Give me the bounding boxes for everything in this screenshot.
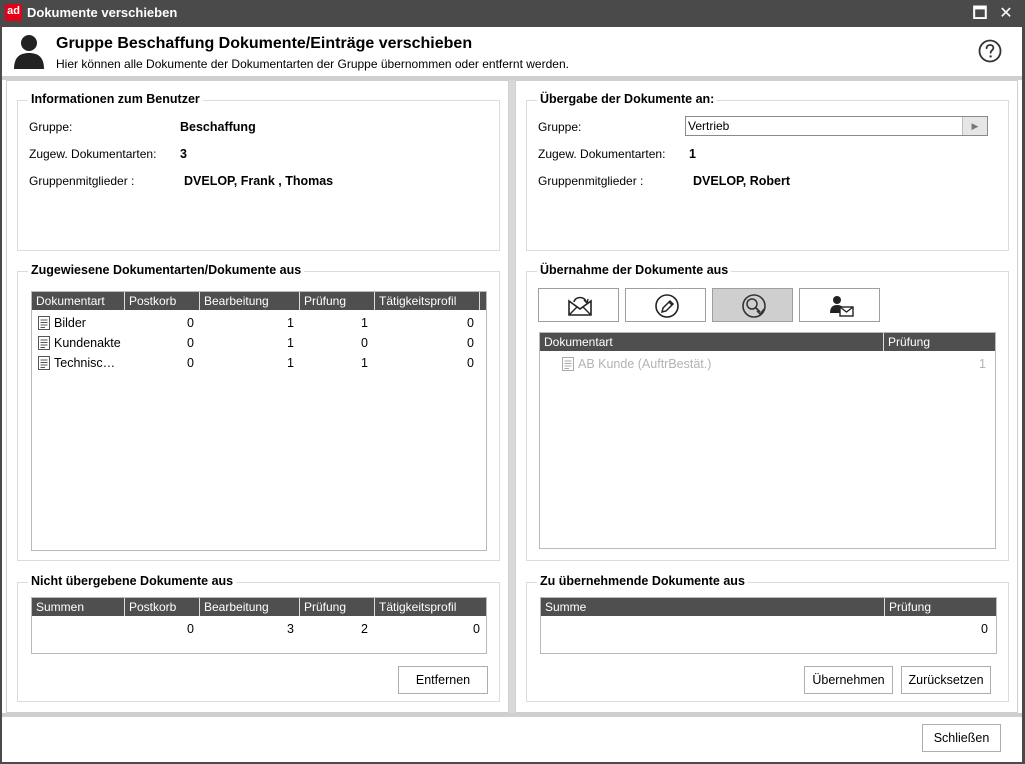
user-info-title: Informationen zum Benutzer [28, 92, 203, 106]
table-header [540, 333, 995, 351]
review-filter-button[interactable] [712, 288, 793, 322]
takeover-title: Übernahme der Dokumente aus [537, 263, 731, 277]
col-taetigkeitsprofil[interactable]: Tätigkeitsprofil [379, 294, 457, 308]
target-group-value: Vertrieb [688, 119, 730, 133]
mailbox-icon [566, 293, 594, 319]
window-title: Dokumente verschieben [27, 5, 178, 20]
col-summe[interactable]: Summe [545, 600, 587, 614]
close-button[interactable]: Schließen [922, 724, 1001, 752]
left-panel [6, 80, 509, 713]
row-bearbeitung: 1 [287, 356, 294, 370]
table-header [32, 292, 486, 310]
target-group-select[interactable] [685, 116, 988, 136]
row-profil: 0 [467, 336, 474, 350]
page-title: Gruppe Beschaffung Dokumente/Einträge verschieben [56, 35, 473, 52]
target-doctypes-value: 1 [689, 147, 696, 161]
assigned-doctypes-group [17, 263, 500, 561]
row-pruefung: 1 [979, 357, 986, 371]
sum-bearbeitung: 3 [287, 622, 294, 636]
row-pruefung: 1 [361, 316, 368, 330]
document-icon [38, 336, 50, 350]
not-transferred-table[interactable] [31, 597, 487, 654]
transfer-target-group [526, 92, 1009, 251]
table-header [32, 598, 486, 616]
to-take-group [526, 574, 1009, 702]
sum-pruefung: 0 [981, 622, 988, 636]
not-transferred-title: Nicht übergebene Dokumente aus [28, 574, 236, 588]
col-bearbeitung[interactable]: Bearbeitung [204, 600, 269, 614]
table-row[interactable] [32, 353, 486, 373]
user-icon [12, 33, 46, 69]
target-members-value: DVELOP, Robert [693, 174, 791, 188]
row-name: Technisc… [54, 356, 116, 370]
table-row[interactable] [540, 354, 995, 374]
close-window-button[interactable]: ✕ [999, 5, 1013, 22]
col-dokumentart[interactable]: Dokumentart [36, 294, 105, 308]
edit-filter-button[interactable] [625, 288, 706, 322]
row-postkorb: 0 [187, 316, 194, 330]
play-arrow-icon[interactable]: ▶ [962, 117, 987, 135]
row-name: Bilder [54, 316, 86, 330]
to-take-table[interactable] [540, 597, 997, 654]
user-info-group [17, 92, 500, 251]
review-check-icon [740, 293, 768, 319]
document-icon [38, 356, 50, 370]
target-members-label: Gruppenmitglieder : [538, 174, 644, 188]
assigned-doctypes-table[interactable] [31, 291, 487, 551]
col-summen[interactable]: Summen [36, 600, 85, 614]
table-row[interactable] [32, 313, 486, 333]
profile-mail-filter-button[interactable] [799, 288, 880, 322]
row-pruefung: 1 [361, 356, 368, 370]
row-profil: 0 [467, 316, 474, 330]
document-icon [562, 357, 574, 371]
pencil-circle-icon [653, 293, 681, 319]
takeover-table[interactable] [539, 332, 996, 549]
col-pruefung[interactable]: Prüfung [304, 600, 347, 614]
to-take-title: Zu übernehmende Dokumente aus [537, 574, 748, 588]
target-doctypes-label: Zugew. Dokumentarten: [538, 147, 666, 161]
row-postkorb: 0 [187, 336, 194, 350]
row-profil: 0 [467, 356, 474, 370]
remove-button[interactable]: Entfernen [398, 666, 488, 694]
sum-postkorb: 0 [187, 622, 194, 636]
accept-button[interactable]: Übernehmen [804, 666, 893, 694]
col-dokumentart[interactable]: Dokumentart [544, 335, 613, 349]
row-bearbeitung: 1 [287, 316, 294, 330]
mail-filter-button[interactable] [538, 288, 619, 322]
document-icon [38, 316, 50, 330]
col-taetigkeitsprofil[interactable]: Tätigkeitsprofil [379, 600, 457, 614]
window-frame-left [0, 27, 2, 764]
reset-button[interactable]: Zurücksetzen [901, 666, 991, 694]
row-pruefung: 0 [361, 336, 368, 350]
group-label: Gruppe: [29, 120, 73, 134]
not-transferred-group [17, 574, 500, 702]
col-pruefung[interactable]: Prüfung [888, 335, 931, 349]
table-row[interactable] [32, 333, 486, 353]
col-pruefung[interactable]: Prüfung [304, 294, 347, 308]
row-postkorb: 0 [187, 356, 194, 370]
table-header [541, 598, 996, 616]
maximize-button[interactable]: 🗖 [972, 5, 988, 22]
sum-pruefung: 2 [361, 622, 368, 636]
members-value: DVELOP, Frank , Thomas [184, 174, 334, 188]
sum-row [541, 619, 996, 639]
doctypes-label: Zugew. Dokumentarten: [29, 147, 157, 161]
assigned-doctypes-title: Zugewiesene Dokumentarten/Dokumente aus [28, 263, 304, 277]
sum-row [32, 619, 486, 639]
members-label: Gruppenmitglieder : [29, 174, 135, 188]
transfer-target-title: Übergabe der Dokumente an: [537, 92, 717, 106]
footer-separator [2, 713, 1022, 717]
sum-profil: 0 [473, 622, 480, 636]
row-bearbeitung: 1 [287, 336, 294, 350]
col-postkorb[interactable]: Postkorb [129, 294, 177, 308]
col-pruefung[interactable]: Prüfung [889, 600, 932, 614]
app-logo-icon: ad [5, 4, 22, 21]
col-postkorb[interactable]: Postkorb [129, 600, 177, 614]
user-mail-icon [827, 293, 855, 319]
doctypes-value: 3 [180, 147, 187, 161]
help-icon[interactable] [978, 39, 1002, 63]
row-name: AB Kunde (AuftrBestät.) [578, 357, 712, 371]
right-panel [515, 80, 1018, 713]
row-name: Kundenakte [54, 336, 121, 350]
col-bearbeitung[interactable]: Bearbeitung [204, 294, 269, 308]
dialog-header [2, 27, 1022, 76]
page-subtitle: Hier können alle Dokumente der Dokumentarten der Gruppe übernommen oder entfernt werden. [56, 57, 569, 71]
target-group-label: Gruppe: [538, 120, 582, 134]
group-value: Beschaffung [180, 120, 256, 134]
title-bar [0, 0, 1025, 27]
